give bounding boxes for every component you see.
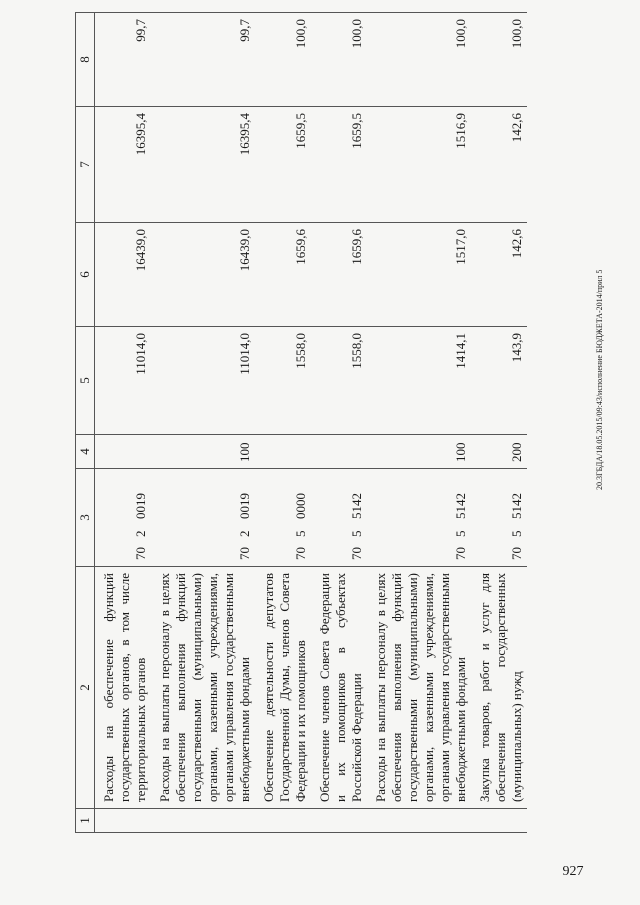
- cell-code: [151, 469, 255, 567]
- cell-col8: 100,0: [471, 13, 527, 107]
- cell-index: [151, 809, 255, 833]
- budget-table: [75, 12, 527, 833]
- column-header: 3: [76, 469, 95, 567]
- cell-expense-type: [311, 435, 367, 469]
- cell-expense-type: 100: [367, 435, 471, 469]
- code-part-a: 70: [237, 547, 252, 560]
- table-row: [95, 13, 152, 833]
- code-part-c: 0000: [293, 493, 308, 519]
- code-part-a: 70: [293, 547, 308, 560]
- table-header-row: [76, 13, 95, 833]
- table-row: [151, 13, 255, 833]
- cell-expense-type: 100: [151, 435, 255, 469]
- code-part-a: 70: [453, 547, 468, 560]
- cell-index: [471, 809, 527, 833]
- cell-code: [367, 469, 471, 567]
- cell-col7: 142,6: [471, 107, 527, 223]
- code-part-a: 70: [509, 547, 524, 560]
- column-header: 4: [76, 435, 95, 469]
- cell-col5: 1414,1: [367, 327, 471, 435]
- cell-expense-type: [95, 435, 152, 469]
- cell-col6: 1659,6: [311, 223, 367, 327]
- cell-name: Закупка товаров, работ и услуг для обеспечения государственных (муниципальных) нужд: [471, 567, 527, 809]
- cell-col5: 143,9: [471, 327, 527, 435]
- table-row: [471, 13, 527, 833]
- page-number: 927: [562, 864, 584, 879]
- cell-name: Расходы на выплаты персоналу в целях обеспечения выполнения функций государственными (муниципальными) органами, казенными учреждениями, органами управления государственными внебюджетными фондами: [151, 567, 255, 809]
- cell-name: Расходы на обеспечение функций государственных органов, в том числе территориальных органов: [95, 567, 152, 809]
- cell-index: [255, 809, 311, 833]
- cell-col8: 100,0: [367, 13, 471, 107]
- column-header: 5: [76, 327, 95, 435]
- cell-col7: 1516,9: [367, 107, 471, 223]
- code-part-a: 70: [349, 547, 364, 560]
- code-part-c: 5142: [453, 493, 468, 519]
- code-part-b: 5: [453, 530, 468, 537]
- rotated-table-sheet: [75, 13, 545, 833]
- cell-code: [471, 469, 527, 567]
- code-part-b: 5: [509, 530, 524, 537]
- cell-col6: 16439,0: [151, 223, 255, 327]
- cell-col7: 1659,5: [255, 107, 311, 223]
- column-header: 1: [76, 809, 95, 833]
- cell-col8: 99,7: [151, 13, 255, 107]
- cell-code: [95, 469, 152, 567]
- cell-col6: 142,6: [471, 223, 527, 327]
- cell-name: Обеспечение членов Совета Федерации и их помощников в субъектах Российской Федерации: [311, 567, 367, 809]
- cell-col8: 99,7: [95, 13, 152, 107]
- code-part-b: 5: [293, 530, 308, 537]
- cell-col7: 16395,4: [95, 107, 152, 223]
- cell-col5: 11014,0: [151, 327, 255, 435]
- cell-col8: 100,0: [311, 13, 367, 107]
- table-row: [367, 13, 471, 833]
- footer-file-path: 20.3ГБДА/18.05.2015/09:43/исполнение БЮДЖЕТА-2014/прил 5: [595, 269, 604, 490]
- table-row: [255, 13, 311, 833]
- table-row: [311, 13, 367, 833]
- cell-name: Расходы на выплаты персоналу в целях обеспечения выполнения функций государственными (муниципальными) органами, казенными учреждениями, органами управления государственными внебюджетными фондами: [367, 567, 471, 809]
- code-part-c: 5142: [509, 493, 524, 519]
- code-part-b: 5: [349, 530, 364, 537]
- cell-col7: 1659,5: [311, 107, 367, 223]
- cell-code: [255, 469, 311, 567]
- column-header: 2: [76, 567, 95, 809]
- column-header: 7: [76, 107, 95, 223]
- code-part-a: 70: [133, 547, 148, 560]
- code-part-c: 0019: [133, 493, 148, 519]
- cell-col6: 1517,0: [367, 223, 471, 327]
- code-part-b: 2: [237, 530, 252, 537]
- cell-name: Обеспечение деятельности депутатов Государственной Думы, членов Совета Федерации и их помощников: [255, 567, 311, 809]
- cell-index: [367, 809, 471, 833]
- cell-expense-type: [255, 435, 311, 469]
- cell-code: [311, 469, 367, 567]
- column-header: 6: [76, 223, 95, 327]
- cell-index: [311, 809, 367, 833]
- code-part-c: 0019: [237, 493, 252, 519]
- cell-col8: 100,0: [255, 13, 311, 107]
- cell-col5: 1558,0: [311, 327, 367, 435]
- cell-col6: 1659,6: [255, 223, 311, 327]
- cell-index: [95, 809, 152, 833]
- cell-expense-type: 200: [471, 435, 527, 469]
- column-header: 8: [76, 13, 95, 107]
- code-part-c: 5142: [349, 493, 364, 519]
- code-part-b: 2: [133, 530, 148, 537]
- cell-col7: 16395,4: [151, 107, 255, 223]
- cell-col6: 16439,0: [95, 223, 152, 327]
- cell-col5: 1558,0: [255, 327, 311, 435]
- cell-col5: 11014,0: [95, 327, 152, 435]
